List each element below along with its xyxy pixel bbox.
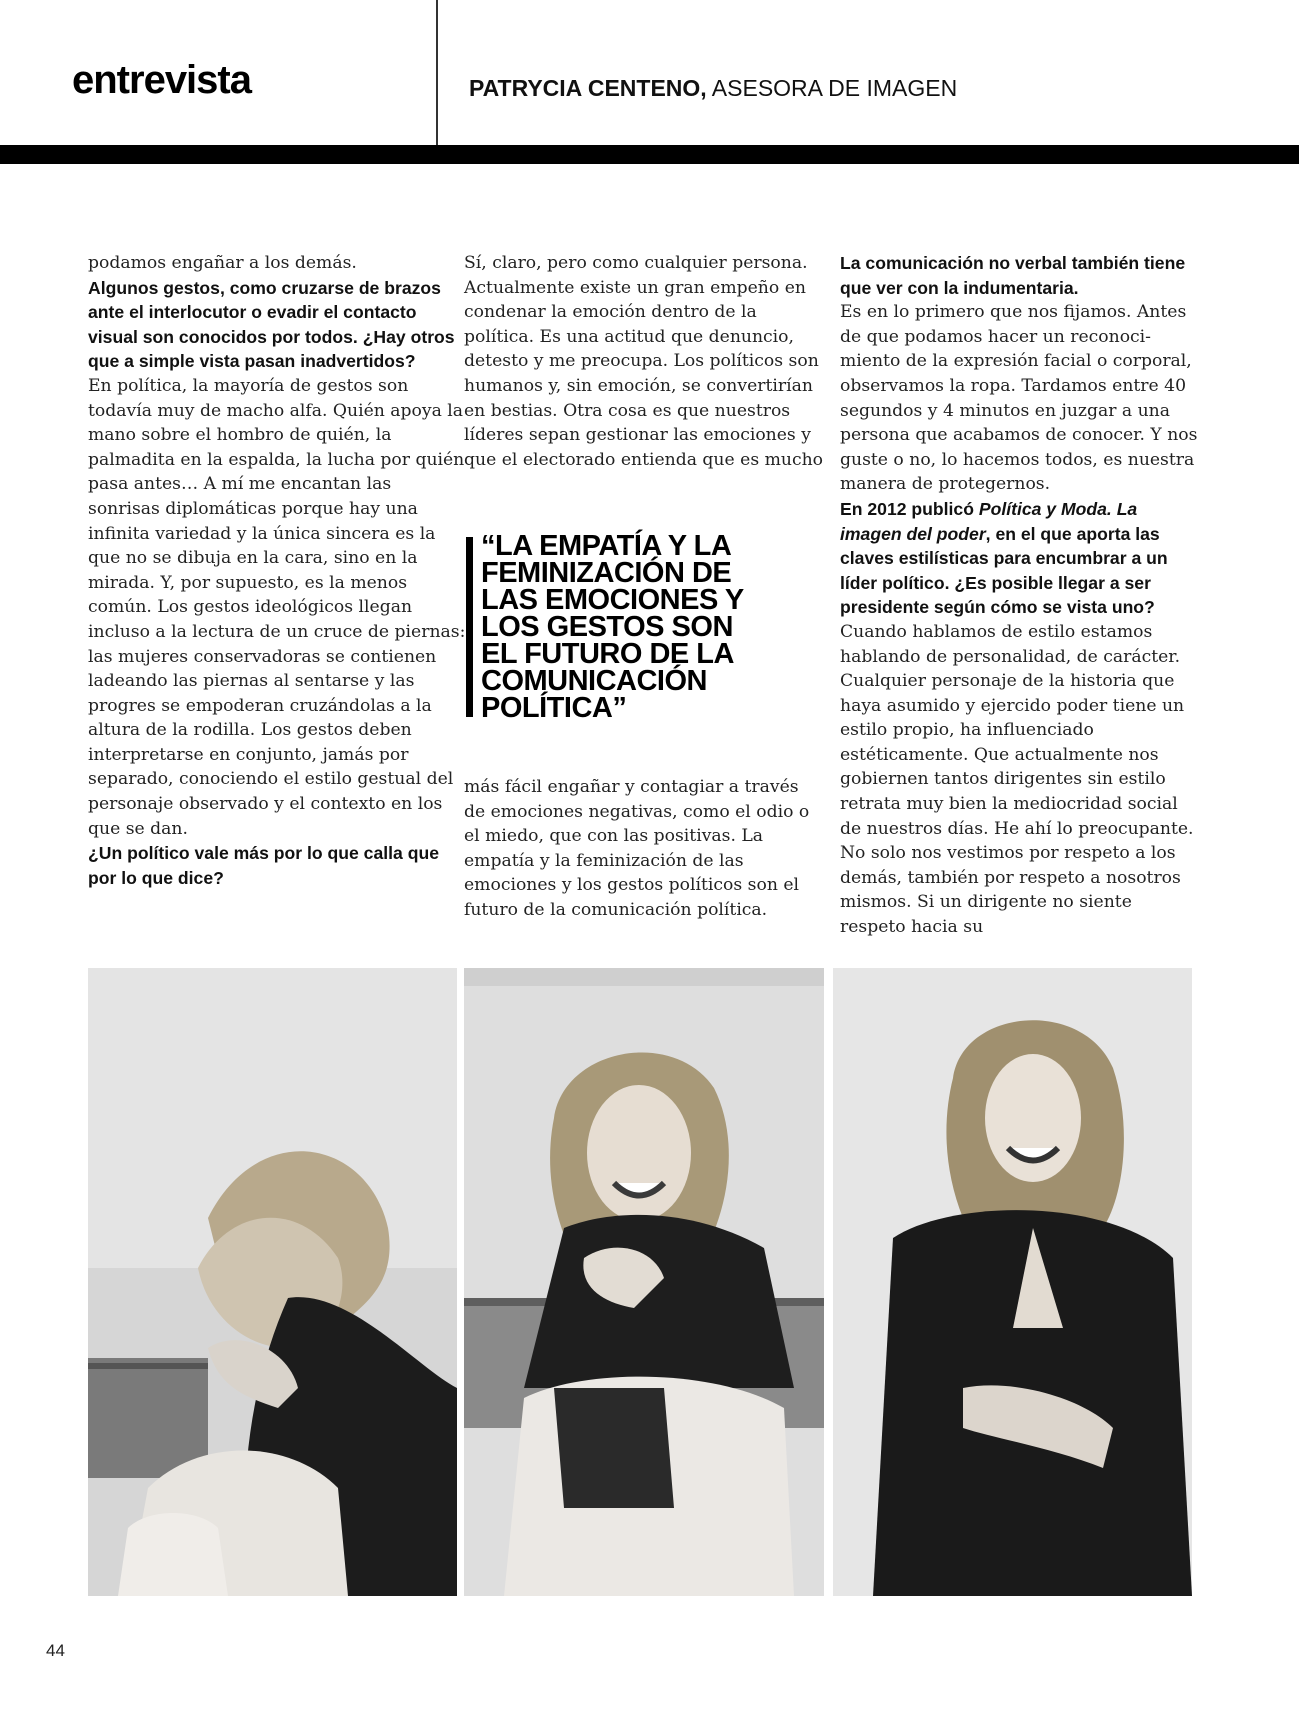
header-divider — [436, 0, 438, 145]
section-tag: entrevista — [72, 58, 251, 102]
answer-text: Es en lo primero que nos fijamos. Antes de que podamos hacer un reconoci-miento de la expresión facial o corporal, observamos la ropa. Tardamos entre 40 segundos y 4 minutos en juzgar a una persona que acabamos de conocer. Y nos guste o no, lo hacemos todos, es nuestra manera de protegernos. — [840, 302, 1198, 495]
pullquote-bar — [466, 537, 473, 717]
answer-text: En política, la mayoría de gestos son todavía muy de macho alfa. Quién apoya la mano sobre el hombro de quién, la palmadita en la espalda, la lucha por quién pasa antes… A mí me encantan las sonrisas diplomáticas porque hay una infinita variedad y la única sincera es la que no se dibuja en la cara, sino en la mirada. Y, por supuesto, es la menos común. Los gestos ideológicos llegan incluso a la lectura de un cruce de piernas: las mujeres conservadoras se contienen ladeando las piernas al sentarse y las progres se empoderan cruzándolas a la altura de la rodilla. Los gestos deben interpretarse en conjunto, jamás por separado, conociendo el estilo gestual del personaje observado y el contexto en los que se dan. — [88, 375, 466, 839]
answer-text: Sí, claro, pero como cualquier persona. Actualmente existe un gran empeño en condenar la emoción dentro de la política. Es una actitud que denuncio, detesto y me preocupa. Los políticos son humanos y, sin emoción, se convertirían en bestias. Otra cosa es que nuestros líderes sepan gestionar las emociones y que el electorado entienda que es mucho — [464, 253, 824, 470]
photo-2-image — [464, 968, 824, 1596]
answer-text: podamos engañar a los demás. — [88, 253, 357, 273]
column-3 — [840, 251, 1200, 940]
book-title: Política y Moda. La imagen del poder — [840, 498, 1138, 544]
interview-subject — [469, 75, 957, 102]
answer-text: más fácil engañar y contagiar a través de emociones negativas, como el odio o el miedo, que con las positivas. La empatía y la feminización de las emociones y los gestos políticos son el futuro de la comunicación política. — [464, 777, 810, 920]
photo-3-image — [833, 968, 1192, 1596]
header-bar — [0, 145, 1299, 164]
question-lead: En 2012 publicó — [840, 498, 979, 519]
question-text: Algunos gestos, como cruzarse de brazos ante el interlocutor o evadir el contacto visual son conocidos por todos. ¿Hay otros que a simple vista pasan inadvertidos? — [88, 277, 455, 372]
photo-laughing-covering-face — [88, 968, 457, 1596]
page-number: 44 — [46, 1641, 65, 1660]
photo-smiling-arms-crossed — [833, 968, 1192, 1596]
subject-name: PATRYCIA CENTENO, — [469, 75, 707, 101]
question-rest: , en el que aporta las claves estilísticas para encumbrar a un líder político. ¿Es posible llegar a ser presidente según cómo se vista uno? — [840, 523, 1168, 618]
pullquote: “LA EMPATÍA Y LA FEMINIZACIÓN DE LAS EMOCIONES Y LOS GESTOS SON EL FUTURO DE LA COMUNICACIÓN POLÍTICA” — [481, 530, 744, 724]
column-1 — [88, 251, 466, 890]
question-text: ¿Un político vale más por lo que calla que por lo que dice? — [88, 843, 439, 888]
question-text — [840, 497, 1200, 620]
column-2-bottom — [464, 775, 824, 923]
page-header — [0, 0, 1299, 145]
photo-1-image — [88, 968, 457, 1596]
photo-smiling-hands-clasped — [464, 968, 824, 1596]
subject-role: ASESORA DE IMAGEN — [706, 75, 958, 101]
question-text: La comunicación no verbal también tiene que ver con la indumentaria. — [840, 253, 1186, 298]
answer-text: Cuando hablamos de estilo estamos hablando de personalidad, de carácter. Cualquier personaje de la historia que haya asumido y ejercido poder tiene un estilo propio, ha influenciado estéticamente. Que actualmente nos gobiernen tantos dirigentes sin estilo retrata muy bien la mediocridad social de nuestros días. He ahí lo preocupante. No solo nos vestimos por respeto a los demás, también por respeto a nosotros mismos. Si un dirigente no siente respeto hacia su — [840, 621, 1194, 938]
column-2-top — [464, 251, 824, 472]
